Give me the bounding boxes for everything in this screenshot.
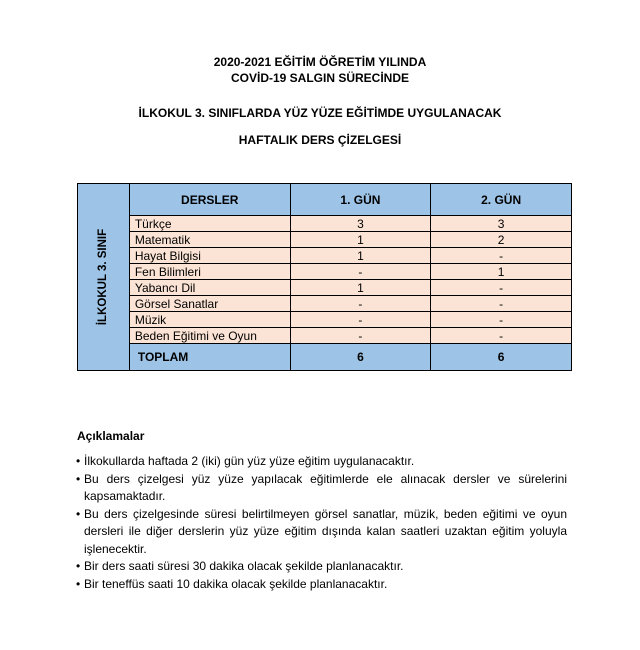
subject-cell: Görsel Sanatlar (129, 296, 290, 312)
subject-cell: Beden Eğitimi ve Oyun (129, 328, 290, 344)
table-row (78, 248, 572, 264)
subject-cell: Müzik (129, 312, 290, 328)
day1-cell: - (290, 264, 431, 280)
doc-title-line-1: 2020-2021 EĞİTİM ÖĞRETİM YILINDA (213, 55, 427, 69)
column-header-day-1: 1. GÜN (290, 184, 431, 216)
total-row (78, 344, 572, 371)
subject-cell: Yabancı Dil (129, 280, 290, 296)
doc-subtitle-line-1: İLKOKUL 3. SINIFLARDA YÜZ YÜZE EĞİTİMDE UYGULANACAK (138, 106, 502, 120)
list-item: • Bir teneffüs saati 10 dakika olacak şekilde planlanacaktır. (77, 576, 567, 594)
doc-title-line-2: COVİD-19 SALGIN SÜRECİNDE (230, 71, 410, 85)
day1-cell: 1 (290, 232, 431, 248)
doc-subtitle-line-2: HAFTALIK DERS ÇİZELGESİ (238, 133, 402, 147)
day1-cell: 1 (290, 280, 431, 296)
grade-side-label: İLKOKUL 3. SINIF (97, 228, 110, 326)
table-row (78, 296, 572, 312)
total-day1: 6 (290, 344, 431, 371)
total-day2: 6 (431, 344, 572, 371)
notes-title: Açıklamalar (77, 429, 145, 443)
notes-list (77, 453, 567, 593)
day2-cell: - (431, 280, 572, 296)
column-header-day-2: 2. GÜN (431, 184, 572, 216)
day2-cell: - (431, 328, 572, 344)
grade-side-label-cell (78, 184, 130, 371)
table-row (78, 232, 572, 248)
table-row (78, 264, 572, 280)
subject-cell: Fen Bilimleri (129, 264, 290, 280)
day2-cell: - (431, 312, 572, 328)
day1-cell: 1 (290, 248, 431, 264)
schedule-table (77, 183, 572, 371)
day1-cell: - (290, 312, 431, 328)
day2-cell: 2 (431, 232, 572, 248)
day1-cell: 3 (290, 216, 431, 232)
table-row (78, 216, 572, 232)
subject-cell: Matematik (129, 232, 290, 248)
day1-cell: - (290, 328, 431, 344)
table-row (78, 280, 572, 296)
list-item: • Bu ders çizelgesinde süresi belirtilmeyen görsel sanatlar, müzik, beden eğitimi ve oyun dersleri ile diğer derslerin yüz yüze eğitim dışında kalan saatleri uzaktan eğitim yoluyla işlenecektir. (77, 506, 567, 559)
list-item: • Bir ders saati süresi 30 dakika olacak şekilde planlanacaktır. (77, 558, 567, 576)
day2-cell: - (431, 248, 572, 264)
day2-cell: - (431, 296, 572, 312)
column-header-subjects: DERSLER (129, 184, 290, 216)
list-item: • İlkokullarda haftada 2 (iki) gün yüz yüze eğitim uygulanacaktır. (77, 453, 567, 471)
table-row (78, 328, 572, 344)
subject-cell: Türkçe (129, 216, 290, 232)
day2-cell: 1 (431, 264, 572, 280)
subject-cell: Hayat Bilgisi (129, 248, 290, 264)
table-row (78, 312, 572, 328)
day1-cell: - (290, 296, 431, 312)
list-item: • Bu ders çizelgesi yüz yüze yapılacak eğitimlerde ele alınacak dersler ve sürelerini kapsamaktadır. (77, 471, 567, 506)
total-label: TOPLAM (129, 344, 290, 371)
day2-cell: 3 (431, 216, 572, 232)
